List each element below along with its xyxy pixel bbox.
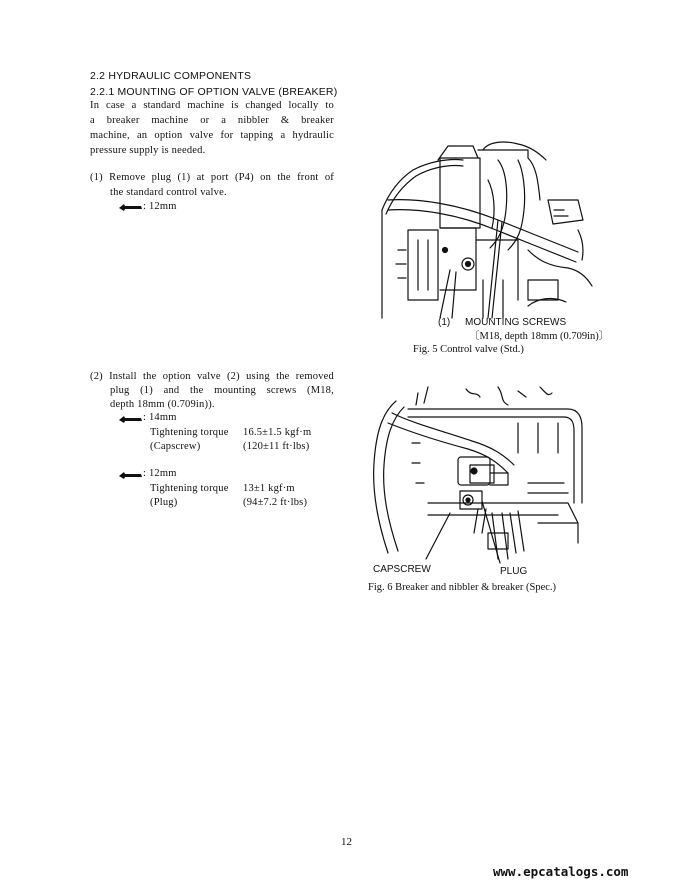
step2-line-3: depth 18mm (0.709in)). [110,399,215,410]
word: the [276,371,290,382]
word: standard [143,100,181,111]
fig6-label-capscrew: CAPSCREW [373,564,431,575]
word: Remove [109,172,146,183]
word: machine, [90,130,130,141]
intro-line-4 [90,145,205,156]
intro-line-3 [90,130,334,141]
word: front [297,172,319,183]
word: hydraulic [292,130,334,141]
word: (2) [90,371,103,382]
step1-line-1 [90,172,334,183]
fig6-caption: Fig. 6 Breaker and nibbler & breaker (Spec.) [368,582,557,593]
fig5-callout-label: MOUNTING SCREWS [465,317,567,328]
word: an [136,130,148,141]
word: screws [266,385,297,396]
word: machine [187,100,225,111]
word: on [260,172,272,183]
fig5-callout-detail: 〔M18, depth 18mm (0.709in)〕 [469,331,610,342]
intro-line-2 [90,115,334,126]
word: (1) [90,172,103,183]
word: a [90,115,95,126]
page-number: 12 [341,836,352,848]
wrench-icon [119,415,143,424]
word: for [220,130,234,141]
word: breaker [106,115,140,126]
intro-line-1 [90,100,334,111]
footer-url: www.epcatalogs.com [493,864,629,879]
word: breaker [301,115,334,126]
word: port [210,172,229,183]
word: (1) [177,172,191,183]
figure-5-illustration [378,140,598,325]
spec-b-torque-imperial: (94±7.2 ft·lbs) [243,497,308,508]
step2-line-1 [90,371,334,382]
word: a [280,130,286,141]
word: the [190,385,204,396]
fig5-callout-number: (1) [438,317,451,328]
word: Install [109,371,137,382]
word: and [163,385,180,396]
subsection-heading: 2.2.1 MOUNTING OF OPTION VALVE (BREAKER) [90,86,338,98]
section-heading: 2.2 HYDRAULIC COMPONENTS [90,70,252,82]
spec-a-torque-label: Tightening torque [150,427,229,438]
word: a [221,115,227,126]
step1-line-2: the standard control valve. [110,187,227,198]
word: of [324,172,334,183]
word: removed [295,371,334,382]
step1-tool-size: : 12mm [143,201,177,212]
spec-a-tool-size: : 14mm [143,412,177,423]
word: (2) [226,371,240,382]
word: plug [151,172,172,183]
spec-a-part: (Capscrew) [150,441,201,452]
word: a [131,100,137,111]
word: In [90,100,100,111]
word: plug [110,385,130,396]
word: changed [245,100,282,111]
word: at [196,172,205,183]
word: the [143,371,157,382]
word: pressure supply is needed. [90,145,206,156]
fig5-caption: Fig. 5 Control valve (Std.) [413,344,524,355]
word: locally [288,100,319,111]
word: option [154,130,183,141]
word: tapping [240,130,274,141]
fig6-label-plug: PLUG [500,566,528,577]
word: the [277,172,291,183]
word: mounting [214,385,256,396]
word: machine [151,115,189,126]
word: (1) [140,385,153,396]
wrench-icon [119,203,143,212]
word: (P4) [234,172,254,183]
wrench-icon [119,471,143,480]
word: & [280,115,290,126]
word: option [162,371,191,382]
spec-b-part: (Plug) [150,497,178,508]
word: (M18, [307,385,334,396]
word: using [246,371,270,382]
word: is [231,100,239,111]
figure-6-illustration [368,383,592,569]
word: to [325,100,334,111]
word: nibbler [237,115,270,126]
spec-b-torque-value: 13±1 kgf·m [243,483,295,494]
spec-b-torque-label: Tightening torque [150,483,229,494]
spec-b-tool-size: : 12mm [143,468,177,479]
word: valve [196,371,221,382]
step2-line-2 [110,385,334,396]
spec-a-torque-imperial: (120±11 ft·lbs) [243,441,310,452]
word: valve [189,130,214,141]
word: or [200,115,210,126]
word: case [105,100,125,111]
spec-a-torque-value: 16.5±1.5 kgf·m [243,427,312,438]
